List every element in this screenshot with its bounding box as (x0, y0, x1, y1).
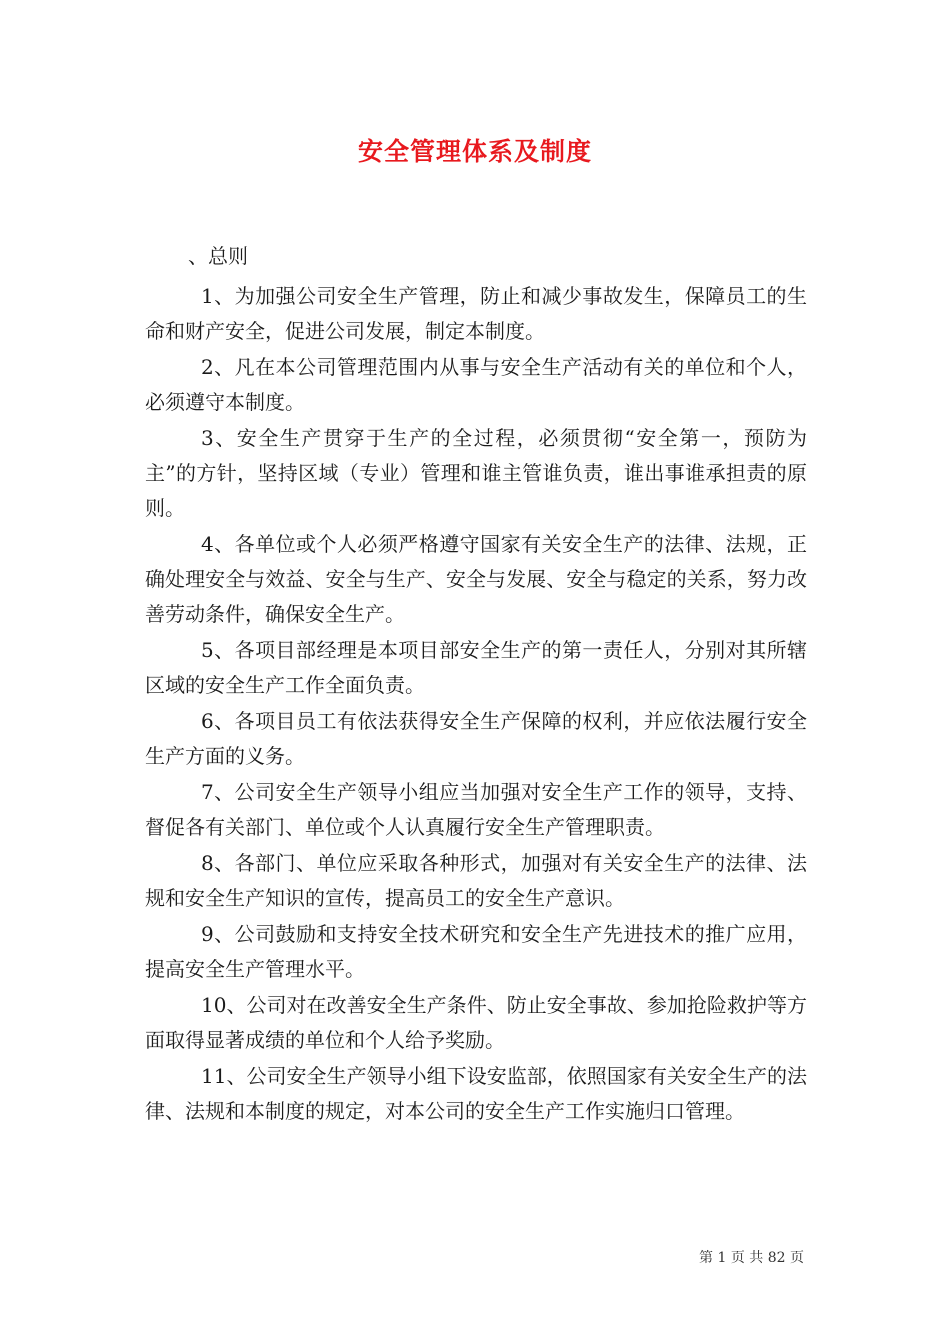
document-title: 安全管理体系及制度 (357, 137, 592, 166)
paragraph: 1、为加强公司安全生产管理，防止和减少事故发生，保障员工的生命和财产安全，促进公司发展，制定本制度。 (145, 284, 807, 343)
paragraph: 11、公司安全生产领导小组下设安监部，依照国家有关安全生产的法律、法规和本制度的规定，对本公司的安全生产工作实施归口管理。 (145, 1064, 807, 1123)
paragraph: 2、凡在本公司管理范围内从事与安全生产活动有关的单位和个人，必须遵守本制度。 (145, 355, 807, 414)
paragraph: 6、各项目员工有依法获得安全生产保障的权利，并应依法履行安全生产方面的义务。 (145, 709, 807, 768)
paragraph: 3、安全生产贯穿于生产的全过程，必须贯彻“安全第一，预防为主”的方针，坚持区域（专业）管理和谁主管谁负责，谁出事谁承担责的原则。 (145, 426, 807, 520)
paragraph: 9、公司鼓励和支持安全技术研究和安全生产先进技术的推广应用，提高安全生产管理水平。 (145, 922, 807, 981)
paragraph: 10、公司对在改善安全生产条件、防止安全事故、参加抢险救护等方面取得显著成绩的单位和个人给予奖励。 (145, 993, 807, 1052)
paragraph: 7、公司安全生产领导小组应当加强对安全生产工作的领导，支持、督促各有关部门、单位或个人认真履行安全生产管理职责。 (145, 780, 807, 839)
section-heading: 、总则 (188, 244, 248, 268)
document-body (145, 243, 807, 1129)
page-number-footer: 第 1 页 共 82 页 (699, 1250, 804, 1266)
paragraph: 5、各项目部经理是本项目部安全生产的第一责任人，分别对其所辖区域的安全生产工作全面负责。 (145, 638, 807, 697)
paragraph: 4、各单位或个人必须严格遵守国家有关安全生产的法律、法规，正确处理安全与效益、安全与生产、安全与发展、安全与稳定的关系，努力改善劳动条件，确保安全生产。 (145, 532, 807, 626)
paragraph: 8、各部门、单位应采取各种形式，加强对有关安全生产的法律、法规和安全生产知识的宣传，提高员工的安全生产意识。 (145, 851, 807, 910)
